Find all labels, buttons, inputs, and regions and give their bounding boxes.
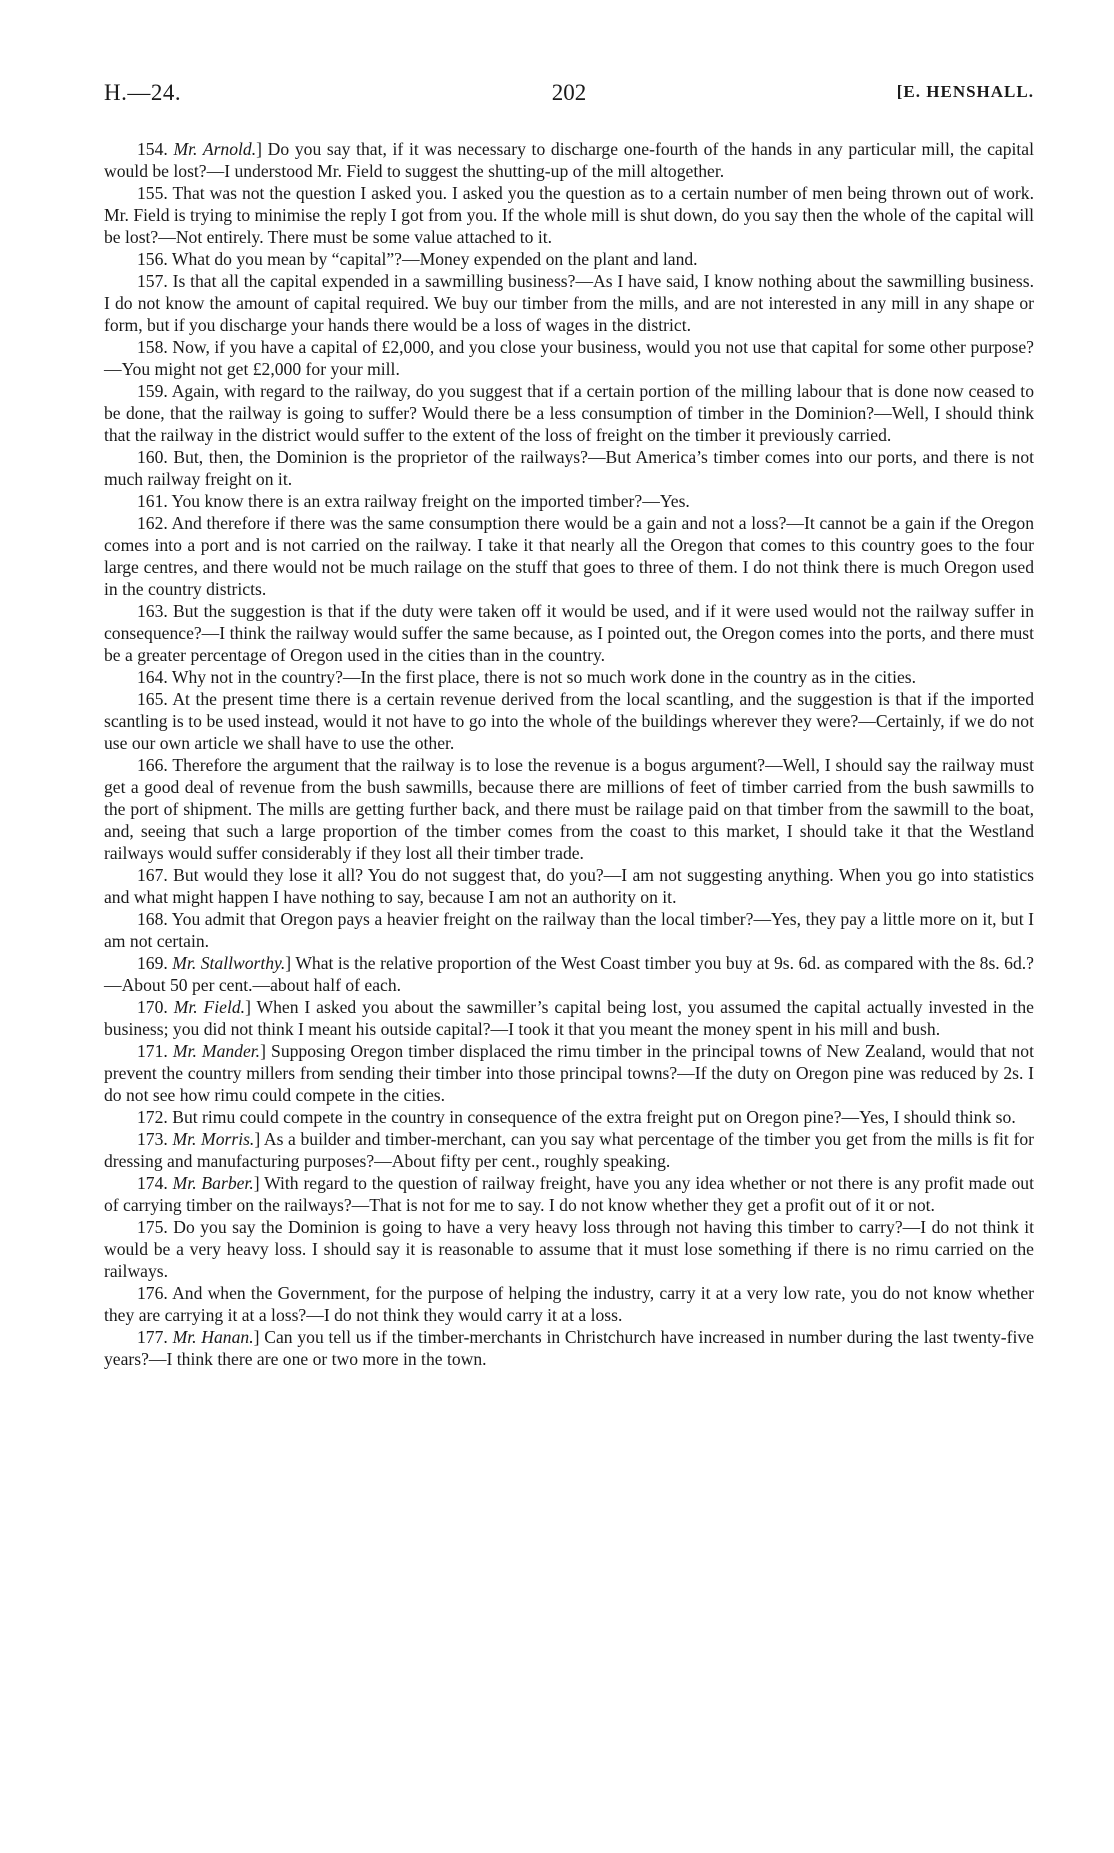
speaker-name: Mr. Stallworthy. xyxy=(172,953,286,973)
question-number: 174. xyxy=(137,1173,168,1193)
paragraph-text: When I asked you about the sawmiller’s capital being lost, you assumed the capital actually invested in the business; you did not think I meant his outside capital?—I took it that you meant the money spent in his mill and bush. xyxy=(104,997,1034,1039)
paragraph-text: With regard to the question of railway freight, have you any idea whether or not there is any profit made out of carrying timber on the railways?—That is not for me to say. I do not know whether they get a profit out of it or not. xyxy=(104,1173,1034,1215)
question-answer-paragraph: 171. Mr. Mander.] Supposing Oregon timber displaced the rimu timber in the principal towns of New Zealand, would that not prevent the country millers from sending their timber into those principal towns?—If the duty on Oregon pine was reduced by 2s. I do not see how rimu could compete in the cities. xyxy=(104,1041,1034,1105)
question-answer-paragraph: 174. Mr. Barber.] With regard to the question of railway freight, have you any idea whether or not there is any profit made out of carrying timber on the railways?—That is not for me to say. I do not know whether they get a profit out of it or not. xyxy=(104,1173,1034,1215)
question-number: 161. xyxy=(137,491,168,511)
paragraph-text: But rimu could compete in the country in consequence of the extra freight put on Oregon pine?—Yes, I should think so. xyxy=(172,1107,1016,1127)
question-answer-paragraph xyxy=(104,1282,1034,1326)
question-answer-paragraph xyxy=(104,446,1034,490)
paragraph-text: What is the relative proportion of the West Coast timber you buy at 9s. 6d. as compared with the 8s. 6d.?—About 50 per cent.—about half of each. xyxy=(104,953,1034,995)
question-answer-paragraph xyxy=(104,380,1034,446)
question-number: 168. xyxy=(137,909,168,929)
paragraph-text: And therefore if there was the same consumption there would be a gain and not a loss?—It cannot be a gain if the Oregon comes into a port and is not carried on the railway. I take it that nearly all the Oregon that comes to this country goes to the four large centres, and there would not be much railage on the stuff that goes to three of them. I do not think there is much Oregon used in the country districts. xyxy=(104,513,1034,599)
question-number: 173. xyxy=(137,1129,168,1149)
paragraph-text: Supposing Oregon timber displaced the rimu timber in the principal towns of New Zealand, would that not prevent the country millers from sending their timber into those principal towns?—If the duty on Oregon pine was reduced by 2s. I do not see how rimu could compete in the cities. xyxy=(104,1041,1034,1105)
question-answer-paragraph xyxy=(104,666,1034,688)
paragraph-text: Why not in the country?—In the first place, there is not so much work done in the country as in the cities. xyxy=(171,667,917,687)
paragraph-text: But would they lose it all? You do not suggest that, do you?—I am not suggesting anything. When you go into statistics and what might happen I have nothing to say, because I am not an authority on it. xyxy=(104,865,1034,907)
question-answer-paragraph xyxy=(104,908,1034,952)
question-number: 159. xyxy=(137,381,168,401)
paragraph-text: And when the Government, for the purpose of helping the industry, carry it at a very low rate, you do not know whether they are carrying it at a loss?—I do not think they would carry it at a loss. xyxy=(104,1283,1034,1325)
speaker-name: Mr. Hanan. xyxy=(172,1327,254,1347)
question-number: 172. xyxy=(137,1107,168,1127)
paragraph-text: Do you say the Dominion is going to have a very heavy loss through not having this timber to carry?—I do not think it would be a very heavy loss. I should say it is reasonable to assume that it must lose something if there is no rimu carried on the railways. xyxy=(104,1217,1034,1281)
paragraph-text: Again, with regard to the railway, do you suggest that if a certain portion of the milling labour that is done now ceased to be done, that the railway is going to suffer? Would there be a less consumption of timber in the Dominion?—Well, I should think that the railway in the district would suffer to the extent of the loss of freight on the timber it previously carried. xyxy=(104,381,1034,445)
question-answer-paragraph xyxy=(104,182,1034,248)
question-number: 171. xyxy=(137,1041,168,1061)
speaker-name: Mr. Barber. xyxy=(172,1173,254,1193)
question-number: 176. xyxy=(137,1283,168,1303)
speaker-name: Mr. Mander. xyxy=(172,1041,261,1061)
paragraph-text: You admit that Oregon pays a heavier freight on the railway than the local timber?—Yes, they pay a little more on it, but I am not certain. xyxy=(104,909,1035,951)
question-number: 157. xyxy=(137,271,168,291)
paragraph-text: Can you tell us if the timber-merchants in Christchurch have increased in number during the last twenty-five years?—I think there are one or two more in the town. xyxy=(104,1327,1034,1369)
page-header xyxy=(104,80,1034,114)
question-answer-paragraph: 169. Mr. Stallworthy.] What is the relative proportion of the West Coast timber you buy at 9s. 6d. as compared with the 8s. 6d.?—About 50 per cent.—about half of each. xyxy=(104,953,1034,995)
question-answer-paragraph xyxy=(104,512,1034,600)
question-number: 175. xyxy=(137,1217,168,1237)
question-answer-paragraph: 154. Mr. Arnold.] Do you say that, if it was necessary to discharge one-fourth of the hands in any particular mill, the capital would be lost?—I understood Mr. Field to suggest the shutting-up of the mill altogether. xyxy=(104,139,1034,181)
question-number: 170. xyxy=(137,997,168,1017)
question-answer-paragraph xyxy=(104,1216,1034,1282)
question-number: 164. xyxy=(137,667,168,687)
question-answer-paragraph xyxy=(104,490,1034,512)
question-answer-paragraph xyxy=(104,754,1034,864)
question-answer-paragraph xyxy=(104,688,1034,754)
speaker-name: Mr. Morris. xyxy=(172,1129,255,1149)
question-answer-paragraph: 170. Mr. Field.] When I asked you about the sawmiller’s capital being lost, you assumed the capital actually invested in the business; you did not think I meant his outside capital?—I took it that you meant the money spent in his mill and bush. xyxy=(104,997,1034,1039)
question-number: 154. xyxy=(137,139,168,159)
paragraph-text: But the suggestion is that if the duty were taken off it would be used, and if it were used would not the railway suffer in consequence?—I think the railway would suffer the same because, as I pointed out, the Oregon comes into the ports, and there must be a greater percentage of Oregon used in the cities than in the country. xyxy=(104,601,1034,665)
question-number: 155. xyxy=(137,183,168,203)
question-answer-paragraph xyxy=(104,248,1034,270)
question-number: 158. xyxy=(137,337,168,357)
paragraph-text: You know there is an extra railway freight on the imported timber?—Yes. xyxy=(171,491,690,511)
paragraph-text: But, then, the Dominion is the proprietor of the railways?—But America’s timber comes into our ports, and there is not much railway freight on it. xyxy=(104,447,1035,489)
question-answer-paragraph xyxy=(104,270,1034,336)
question-number: 156. xyxy=(137,249,168,269)
question-answer-paragraph: 177. Mr. Hanan.] Can you tell us if the timber-merchants in Christchurch have increased in number during the last twenty-five years?—I think there are one or two more in the town. xyxy=(104,1327,1034,1369)
question-answer-paragraph xyxy=(104,336,1034,380)
question-answer-paragraph: 173. Mr. Morris.] As a builder and timber-merchant, can you say what percentage of the timber you get from the mills is fit for dressing and manufacturing purposes?—About fifty per cent., roughly speaking. xyxy=(104,1129,1034,1171)
question-number: 177. xyxy=(137,1327,168,1347)
question-answer-paragraph xyxy=(104,864,1034,908)
question-answer-paragraph xyxy=(104,1106,1034,1128)
question-number: 166. xyxy=(137,755,168,775)
question-number: 169. xyxy=(137,953,168,973)
paragraph-text: That was not the question I asked you. I asked you the question as to a certain number of men being thrown out of work. Mr. Field is trying to minimise the reply I got from you. If the whole mill is shut down, do you say then the whole of the capital will be lost?—Not entirely. There must be some value attached to it. xyxy=(104,183,1034,247)
witness-name: [E. HENSHALL. xyxy=(896,82,1034,101)
speaker-name: Mr. Arnold. xyxy=(173,139,257,159)
paragraph-text: At the present time there is a certain revenue derived from the local scantling, and the suggestion is that if the imported scantling is to be used instead, would it not have to go into the whole of the buildings wherever they were?—Certainly, if we do not use our own article we shall have to use the other. xyxy=(104,689,1034,753)
question-number: 163. xyxy=(137,601,168,621)
paper-reference: H.—24. xyxy=(104,80,182,105)
paragraph-text: What do you mean by “capital”?—Money expended on the plant and land. xyxy=(171,249,698,269)
speaker-name: Mr. Field. xyxy=(173,997,246,1017)
question-number: 167. xyxy=(137,865,168,885)
paragraph-text: Now, if you have a capital of £2,000, and you close your business, would you not use that capital for some other purpose?—You might not get £2,000 for your mill. xyxy=(104,337,1034,379)
question-number: 160. xyxy=(137,447,168,467)
paragraph-text: Therefore the argument that the railway is to lose the revenue is a bogus argument?—Well, I should say the railway must get a good deal of revenue from the bush sawmills, because there are millions of feet of timber carried from the bush sawmills to the port of shipment. The mills are getting further back, and there must be railage paid on that timber from the sawmill to the boat, and, seeing that such a large proportion of the timber comes from the coast to this market, I should take it that the Westland railways would suffer considerably if they lost all their timber trade. xyxy=(104,755,1034,863)
paragraph-text: Is that all the capital expended in a sawmilling business?—As I have said, I know nothing about the sawmilling business. I do not know the amount of capital required. We buy our timber from the mills, and are not interested in any mill in any shape or form, but if you discharge your hands there would be a loss of wages in the district. xyxy=(104,271,1034,335)
paragraph-text: Do you say that, if it was necessary to discharge one-fourth of the hands in any particular mill, the capital would be lost?—I understood Mr. Field to suggest the shutting-up of the mill altogether. xyxy=(104,139,1034,181)
question-number: 165. xyxy=(137,689,168,709)
paragraph-text: As a builder and timber-merchant, can you say what percentage of the timber you get from the mills is fit for dressing and manufacturing purposes?—About fifty per cent., roughly speaking. xyxy=(104,1129,1034,1171)
page-number: 202 xyxy=(551,80,587,105)
question-number: 162. xyxy=(137,513,168,533)
evidence-body xyxy=(104,138,1034,1370)
question-answer-paragraph xyxy=(104,600,1034,666)
